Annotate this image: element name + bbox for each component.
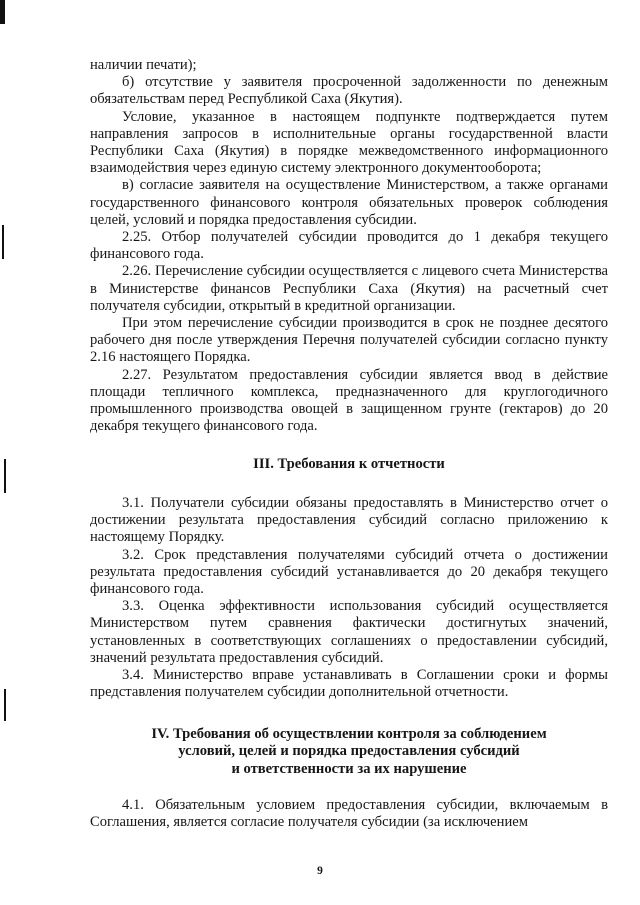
paragraph: в) согласие заявителя на осуществление Министерством, а также органами государственного финансового контроля обязательных проверок соблюдения целей, условий и порядка предоставления субсидии.	[90, 177, 608, 228]
paragraph: 3.2. Срок представления получателями субсидий отчета о достижении результата предоставления субсидий устанавливается до 20 декабря текущего финансового года.	[90, 546, 608, 598]
section-heading-line: условий, целей и порядка предоставления субсидий	[178, 743, 520, 760]
section-heading: III. Требования к отчетности	[253, 456, 445, 473]
section-heading-line: и ответственности за их нарушение	[231, 760, 467, 777]
paragraph: 3.3. Оценка эффективности использования субсидий осуществляется Министерством путем сравнения фактически достигнутых значений, установленных в соответствующих соглашениях о предоставлении субсидий, значений результата предоставления субсидий.	[90, 598, 608, 666]
scan-mark	[4, 459, 6, 493]
section-heading	[90, 726, 608, 779]
paragraph: 4.1. Обязательным условием предоставления субсидии, включаемым в Соглашения, является согласие получателя субсидии (за исключением	[90, 797, 608, 831]
document-body	[90, 57, 608, 832]
paragraph: б) отсутствие у заявителя просроченной задолженности по денежным обязательствам перед Республикой Саха (Якутия).	[90, 74, 608, 108]
paragraph: 3.4. Министерство вправе устанавливать в Соглашении сроки и формы представления получателем субсидии дополнительной отчетности.	[90, 667, 608, 701]
paragraph: 2.25. Отбор получателей субсидии проводится до 1 декабря текущего финансового года.	[90, 229, 608, 263]
paragraph: 3.1. Получатели субсидии обязаны предоставлять в Министерство отчет о достижении результата предоставления субсидий согласно приложению к настоящему Порядку.	[90, 495, 608, 546]
section-heading-line: IV. Требования об осуществлении контроля за соблюдением	[151, 725, 547, 742]
paragraph: 2.26. Перечисление субсидии осуществляется с лицевого счета Министерства в Министерстве финансов Республики Саха (Якутия) на расчетный счет получателя субсидии, открытый в кредитной организации.	[90, 263, 608, 314]
paragraph: При этом перечисление субсидии производится в срок не позднее десятого рабочего дня после утверждения Перечня получателей субсидии согласно пункту 2.16 настоящего Порядка.	[90, 315, 608, 366]
paragraph: наличии печати);	[90, 57, 197, 73]
scan-mark	[0, 0, 5, 24]
scan-mark	[4, 689, 6, 721]
page-number: 9	[317, 865, 323, 877]
paragraph: 2.27. Результатом предоставления субсидии является ввод в действие площади тепличного комплекса, предназначенного для круглогодичного промышленного производства овощей в защищенном грунте (гектаров) до 20 декабря текущего финансового года.	[90, 366, 608, 435]
paragraph: Условие, указанное в настоящем подпункте подтверждается путем направления запросов в исполнительные органы государственной власти Республики Саха (Якутия) в порядке межведомственного информационного взаимодействия через единую систему электронного документооборота;	[90, 108, 608, 177]
scan-mark	[2, 225, 4, 259]
